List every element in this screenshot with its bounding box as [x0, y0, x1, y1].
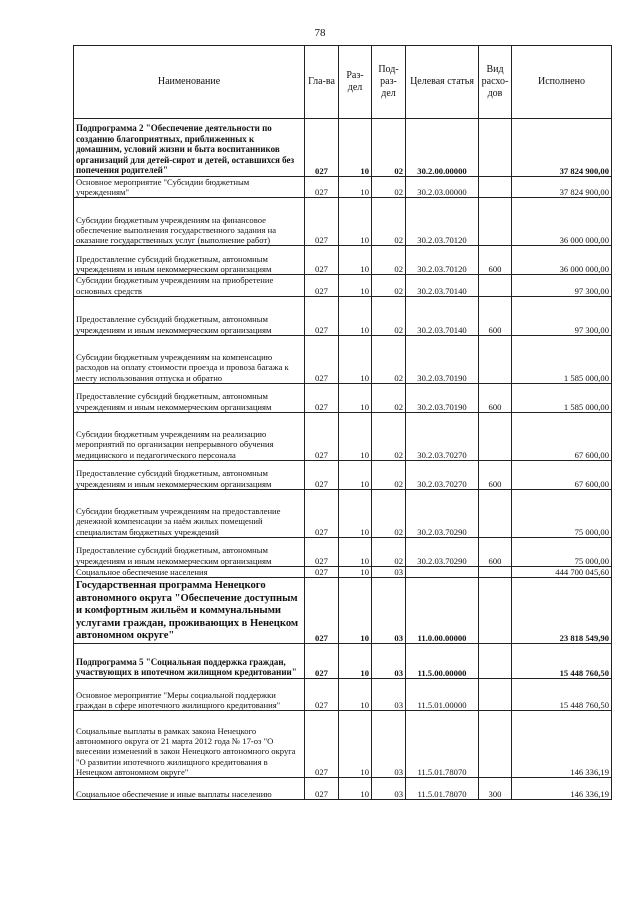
row-target: 30.2.03.70190: [406, 383, 479, 412]
row-exp-type: [479, 275, 512, 296]
row-exp-type: [479, 335, 512, 383]
row-subsection: 03: [372, 578, 406, 644]
row-target: 11.5.01.78070: [406, 778, 479, 800]
table-row: [74, 679, 612, 711]
row-name: Предоставление субсидий бюджетным, автономным учреждениям и иным некоммерческим организациям: [74, 246, 305, 275]
table-row: [74, 578, 612, 644]
row-chapter: 027: [305, 335, 339, 383]
budget-table: [73, 45, 612, 800]
row-section: 10: [339, 177, 372, 198]
row-chapter: 027: [305, 778, 339, 800]
table-row: [74, 566, 612, 577]
row-exp-type: 600: [479, 460, 512, 489]
row-subsection: 03: [372, 566, 406, 577]
row-exp-type: [479, 119, 512, 177]
row-exp-type: 300: [479, 778, 512, 800]
row-chapter: 027: [305, 537, 339, 566]
row-name: Социальное обеспечение населения: [74, 566, 305, 577]
row-subsection: 03: [372, 778, 406, 800]
row-target: [406, 566, 479, 577]
row-subsection: 03: [372, 644, 406, 679]
row-executed: 36 000 000,00: [512, 246, 612, 275]
row-chapter: 027: [305, 578, 339, 644]
row-subsection: 03: [372, 679, 406, 711]
row-exp-type: 600: [479, 537, 512, 566]
row-section: 10: [339, 566, 372, 577]
row-exp-type: [479, 198, 512, 246]
header-executed: Исполнено: [512, 46, 612, 119]
row-name: Субсидии бюджетным учреждениям на финансовое обеспечение выполнения государственного задания на оказание государственных услуг (выполнение работ): [74, 198, 305, 246]
row-target: 30.2.03.70140: [406, 275, 479, 296]
row-subsection: 02: [372, 460, 406, 489]
row-subsection: 02: [372, 198, 406, 246]
table-row: [74, 275, 612, 296]
row-target: 30.2.03.70120: [406, 246, 479, 275]
row-chapter: 027: [305, 679, 339, 711]
row-executed: 75 000,00: [512, 537, 612, 566]
row-target: 30.2.03.70140: [406, 296, 479, 335]
row-chapter: 027: [305, 198, 339, 246]
row-name: Субсидии бюджетным учреждениям на реализацию мероприятий по организации непрерывного обучения медицинского и педагогического персонала: [74, 412, 305, 460]
row-target: 30.2.03.70120: [406, 198, 479, 246]
row-chapter: 027: [305, 246, 339, 275]
row-executed: 67 600,00: [512, 460, 612, 489]
row-section: 10: [339, 679, 372, 711]
table-row: [74, 246, 612, 275]
row-chapter: 027: [305, 566, 339, 577]
table-row: [74, 711, 612, 778]
row-target: 30.2.03.70270: [406, 412, 479, 460]
row-executed: 97 300,00: [512, 275, 612, 296]
row-target: 11.5.00.00000: [406, 644, 479, 679]
row-exp-type: [479, 644, 512, 679]
row-name: Предоставление субсидий бюджетным, автономным учреждениям и иным некоммерческим организациям: [74, 537, 305, 566]
row-exp-type: [479, 489, 512, 537]
row-executed: 37 824 900,00: [512, 119, 612, 177]
row-section: 10: [339, 383, 372, 412]
row-exp-type: [479, 578, 512, 644]
row-chapter: 027: [305, 275, 339, 296]
row-target: 30.2.03.70190: [406, 335, 479, 383]
row-exp-type: 600: [479, 383, 512, 412]
row-section: 10: [339, 778, 372, 800]
row-subsection: 02: [372, 275, 406, 296]
row-section: 10: [339, 198, 372, 246]
row-executed: 15 448 760,50: [512, 679, 612, 711]
row-section: 10: [339, 412, 372, 460]
row-name: Подпрограмма 2 "Обеспечение деятельности по созданию благоприятных, приближенных к домашним, условий жизни и быта воспитанников организаций для детей-сирот и детей, оставшихся без попечения родителей": [74, 119, 305, 177]
row-chapter: 027: [305, 296, 339, 335]
row-chapter: 027: [305, 489, 339, 537]
row-name: Предоставление субсидий бюджетным, автономным учреждениям и иным некоммерческим организациям: [74, 383, 305, 412]
row-target: 30.2.03.70270: [406, 460, 479, 489]
row-executed: 146 336,19: [512, 711, 612, 778]
row-name: Социальные выплаты в рамках закона Ненецкого автономного округа от 21 марта 2012 года № 17-оз "О внесении изменений в закон Ненецкого автономного округа "О развитии ипотечного жилищного кредитования в Ненецком автономном округе": [74, 711, 305, 778]
row-exp-type: 600: [479, 246, 512, 275]
row-chapter: 027: [305, 383, 339, 412]
row-name: Социальное обеспечение и иные выплаты населению: [74, 778, 305, 800]
row-section: 10: [339, 578, 372, 644]
row-section: 10: [339, 275, 372, 296]
row-subsection: 02: [372, 177, 406, 198]
row-section: 10: [339, 296, 372, 335]
row-target: 11.5.01.00000: [406, 679, 479, 711]
row-chapter: 027: [305, 644, 339, 679]
row-chapter: 027: [305, 460, 339, 489]
table-row: [74, 460, 612, 489]
row-subsection: 02: [372, 335, 406, 383]
table-row: [74, 119, 612, 177]
row-exp-type: [479, 679, 512, 711]
row-name: Субсидии бюджетным учреждениям на предоставление денежной компенсации за наём жилых помещений специалистам бюджетных учреждений: [74, 489, 305, 537]
table-row: [74, 383, 612, 412]
row-subsection: 02: [372, 383, 406, 412]
row-executed: 37 824 900,00: [512, 177, 612, 198]
row-chapter: 027: [305, 711, 339, 778]
row-name: Основное мероприятие "Меры социальной поддержки граждан в сфере ипотечного жилищного кредитования": [74, 679, 305, 711]
table-row: [74, 198, 612, 246]
row-section: 10: [339, 460, 372, 489]
table-row: [74, 177, 612, 198]
row-executed: 146 336,19: [512, 778, 612, 800]
row-exp-type: [479, 711, 512, 778]
row-name: Государственная программа Ненецкого автономного округа "Обеспечение доступным и комфортным жильём и коммунальными услугами граждан, проживающих в Ненецком автономном округе": [74, 578, 305, 644]
row-section: 10: [339, 711, 372, 778]
row-target: 11.5.01.78070: [406, 711, 479, 778]
row-executed: 67 600,00: [512, 412, 612, 460]
table-row: [74, 537, 612, 566]
row-name: Основное мероприятие "Субсидии бюджетным учреждениям": [74, 177, 305, 198]
row-subsection: 02: [372, 412, 406, 460]
row-executed: 1 585 000,00: [512, 383, 612, 412]
row-chapter: 027: [305, 412, 339, 460]
row-target: 30.2.00.00000: [406, 119, 479, 177]
table-header-row: [74, 46, 612, 119]
row-name: Субсидии бюджетным учреждениям на приобретение основных средств: [74, 275, 305, 296]
row-target: 30.2.03.00000: [406, 177, 479, 198]
row-section: 10: [339, 119, 372, 177]
row-executed: 36 000 000,00: [512, 198, 612, 246]
row-subsection: 02: [372, 489, 406, 537]
table-row: [74, 778, 612, 800]
row-executed: 97 300,00: [512, 296, 612, 335]
row-subsection: 02: [372, 537, 406, 566]
table-row: [74, 335, 612, 383]
row-exp-type: [479, 177, 512, 198]
row-target: 30.2.03.70290: [406, 489, 479, 537]
table-row: [74, 412, 612, 460]
row-section: 10: [339, 489, 372, 537]
row-executed: 23 818 549,90: [512, 578, 612, 644]
row-subsection: 02: [372, 119, 406, 177]
row-executed: 15 448 760,50: [512, 644, 612, 679]
row-name: Предоставление субсидий бюджетным, автономным учреждениям и иным некоммерческим организациям: [74, 460, 305, 489]
row-exp-type: 600: [479, 296, 512, 335]
row-section: 10: [339, 644, 372, 679]
row-name: Подпрограмма 5 "Социальная поддержка граждан, участвующих в ипотечном жилищном кредитовании": [74, 644, 305, 679]
row-target: 30.2.03.70290: [406, 537, 479, 566]
row-subsection: 02: [372, 246, 406, 275]
header-target: Целевая статья: [406, 46, 479, 119]
header-section: Раз-дел: [339, 46, 372, 119]
row-executed: 75 000,00: [512, 489, 612, 537]
row-exp-type: [479, 566, 512, 577]
page-number: 78: [314, 27, 326, 39]
row-executed: 1 585 000,00: [512, 335, 612, 383]
header-subsection: Под-раз-дел: [372, 46, 406, 119]
table-row: [74, 296, 612, 335]
row-section: 10: [339, 246, 372, 275]
header-chapter: Гла-ва: [305, 46, 339, 119]
row-subsection: 02: [372, 296, 406, 335]
row-name: Субсидии бюджетным учреждениям на компенсацию расходов на оплату стоимости проезда и провоза багажа к месту использования отпуска и обратно: [74, 335, 305, 383]
header-name: Наименование: [74, 46, 305, 119]
row-target: 11.0.00.00000: [406, 578, 479, 644]
row-exp-type: [479, 412, 512, 460]
row-section: 10: [339, 335, 372, 383]
header-exp-type: Вид расхо-дов: [479, 46, 512, 119]
row-executed: 444 700 045,60: [512, 566, 612, 577]
row-name: Предоставление субсидий бюджетным, автономным учреждениям и иным некоммерческим организациям: [74, 296, 305, 335]
table-row: [74, 644, 612, 679]
table-row: [74, 489, 612, 537]
row-section: 10: [339, 537, 372, 566]
row-chapter: 027: [305, 119, 339, 177]
row-chapter: 027: [305, 177, 339, 198]
row-subsection: 03: [372, 711, 406, 778]
